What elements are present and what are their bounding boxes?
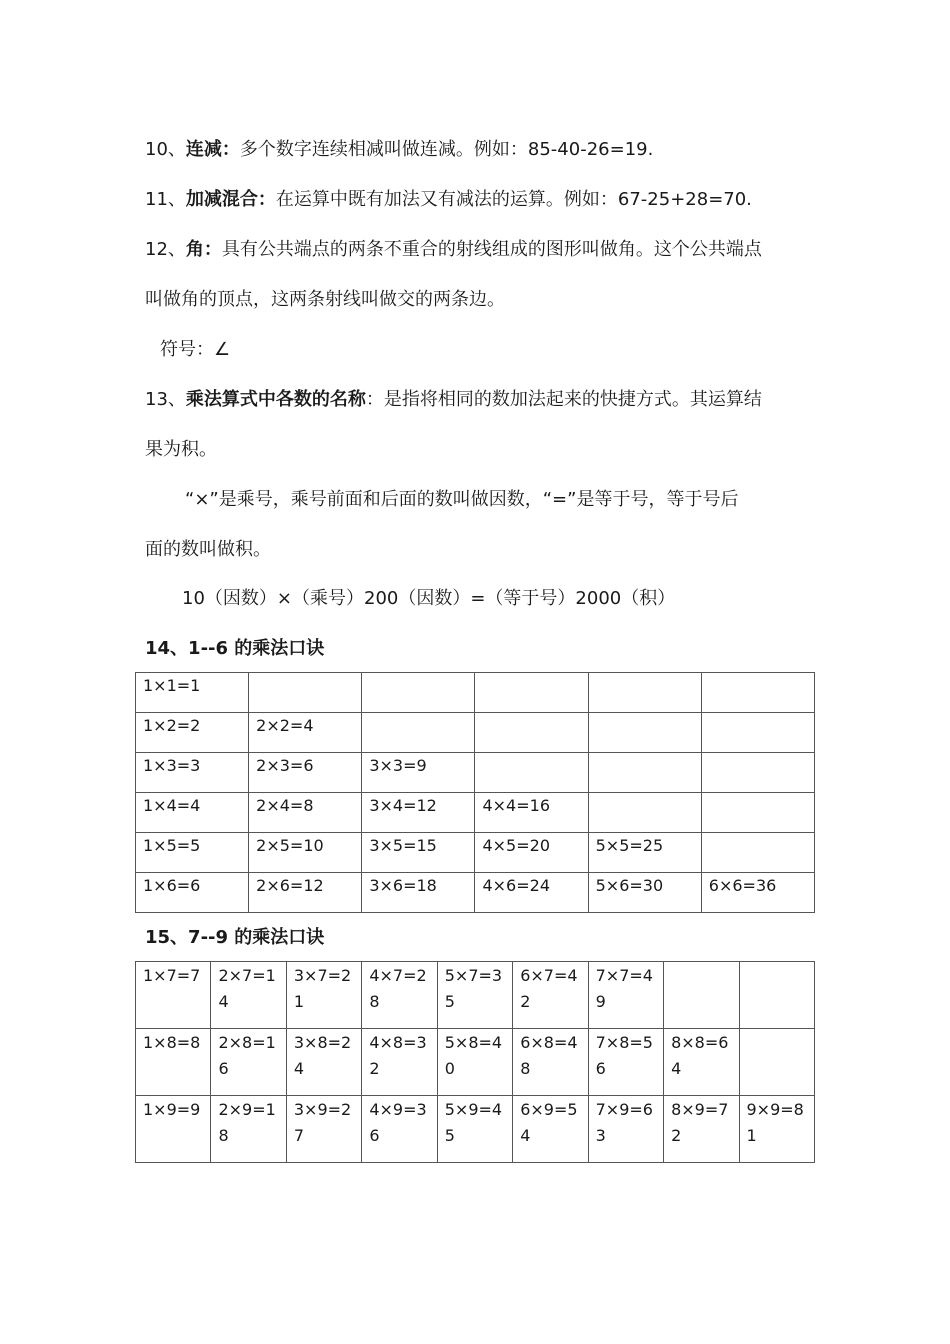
table-cell: 6×8=48 (513, 1029, 588, 1096)
table-cell (588, 713, 701, 753)
table-row (136, 1096, 815, 1163)
table-cell: 3×5=15 (362, 833, 475, 873)
table-cell: 4×5=20 (475, 833, 588, 873)
table-cell: 1×6=6 (136, 873, 249, 913)
definition: ：是指将相同的数加法起来的快捷方式。其运算结 (365, 389, 762, 410)
table-cell: 2×5=10 (249, 833, 362, 873)
table-row (136, 873, 815, 913)
table-cell: 4×7=28 (362, 962, 437, 1029)
table-cell (362, 713, 475, 753)
table-cell: 1×3=3 (136, 753, 249, 793)
angle-symbol: 符号：∠ (160, 339, 231, 360)
table-cell: 4×6=24 (475, 873, 588, 913)
table-cell: 1×1=1 (136, 673, 249, 713)
multiplication-table-1-6 (135, 672, 815, 913)
table-cell: 3×7=21 (286, 962, 361, 1029)
term: 加减混合： (185, 189, 276, 210)
definition: 具有公共端点的两条不重合的射线组成的图形叫做角。这个公共端点 (221, 239, 762, 260)
table-cell: 7×7=49 (588, 962, 663, 1029)
item-number: 11、 (145, 189, 186, 210)
item-10 (145, 138, 653, 162)
table-cell (739, 962, 815, 1029)
table-cell: 4×4=16 (475, 793, 588, 833)
table-cell: 6×9=54 (513, 1096, 588, 1163)
table-cell: 3×3=9 (362, 753, 475, 793)
table-cell (664, 962, 739, 1029)
table-cell: 2×4=8 (249, 793, 362, 833)
table-cell (588, 753, 701, 793)
table-cell: 8×9=72 (664, 1096, 739, 1163)
multiplication-explanation-continuation: 面的数叫做积。 (145, 539, 271, 560)
table-cell (362, 673, 475, 713)
table-row (136, 1029, 815, 1096)
table-cell (701, 833, 814, 873)
table-cell (588, 673, 701, 713)
table-cell: 4×8=32 (362, 1029, 437, 1096)
item-12-continuation: 叫做角的顶点，这两条射线叫做交的两条边。 (145, 289, 505, 310)
item-number: 10、 (145, 139, 186, 160)
table-cell: 2×2=4 (249, 713, 362, 753)
table-row (136, 673, 815, 713)
table-cell (701, 753, 814, 793)
term: 连减： (185, 139, 240, 160)
table-cell: 2×3=6 (249, 753, 362, 793)
table-row (136, 962, 815, 1029)
table-cell: 1×8=8 (136, 1029, 211, 1096)
term: 角： (185, 239, 222, 260)
item-13 (145, 388, 762, 412)
table2-title: 15、7--9 的乘法口诀 (145, 927, 325, 948)
table-cell: 8×8=64 (664, 1029, 739, 1096)
table-cell: 5×8=40 (437, 1029, 512, 1096)
table-cell: 6×6=36 (701, 873, 814, 913)
table-cell (701, 673, 814, 713)
table-cell: 3×8=24 (286, 1029, 361, 1096)
item-13-continuation: 果为积。 (145, 439, 217, 460)
term: 乘法算式中各数的名称 (185, 389, 366, 410)
table-cell: 2×8=16 (211, 1029, 286, 1096)
table-row (136, 793, 815, 833)
table-cell (701, 793, 814, 833)
table-cell (475, 713, 588, 753)
table-cell: 1×9=9 (136, 1096, 211, 1163)
table-cell (249, 673, 362, 713)
table-cell: 5×9=45 (437, 1096, 512, 1163)
item-number: 13、 (145, 389, 186, 410)
multiplication-table-7-9 (135, 961, 815, 1163)
item-11 (145, 188, 752, 212)
table-cell: 5×6=30 (588, 873, 701, 913)
definition: 多个数字连续相减叫做连减。例如：85-40-26=19. (239, 139, 654, 160)
table-cell: 2×6=12 (249, 873, 362, 913)
table-cell: 3×6=18 (362, 873, 475, 913)
table-cell (739, 1029, 815, 1096)
table-cell: 5×5=25 (588, 833, 701, 873)
table-cell (475, 753, 588, 793)
definition: 在运算中既有加法又有减法的运算。例如：67-25+28=70. (275, 189, 752, 210)
table-cell: 5×7=35 (437, 962, 512, 1029)
table-cell: 1×2=2 (136, 713, 249, 753)
item-12 (145, 238, 762, 262)
table-cell: 6×7=42 (513, 962, 588, 1029)
multiplication-explanation: “×”是乘号，乘号前面和后面的数叫做因数，“=”是等于号，等于号后 (185, 489, 739, 510)
table-cell: 1×5=5 (136, 833, 249, 873)
table-cell: 9×9=81 (739, 1096, 815, 1163)
item-number: 12、 (145, 239, 186, 260)
table-cell (701, 713, 814, 753)
table-row (136, 753, 815, 793)
table-cell: 7×8=56 (588, 1029, 663, 1096)
table-row (136, 833, 815, 873)
table-cell: 3×9=27 (286, 1096, 361, 1163)
table-cell: 7×9=63 (588, 1096, 663, 1163)
table-cell: 4×9=36 (362, 1096, 437, 1163)
table-cell: 2×9=18 (211, 1096, 286, 1163)
table-cell (588, 793, 701, 833)
table-cell: 2×7=14 (211, 962, 286, 1029)
table-cell (475, 673, 588, 713)
table-cell: 3×4=12 (362, 793, 475, 833)
table1-title: 14、1--6 的乘法口诀 (145, 638, 325, 659)
table-cell: 1×4=4 (136, 793, 249, 833)
table-cell: 1×7=7 (136, 962, 211, 1029)
table-row (136, 713, 815, 753)
multiplication-example: 10（因数）×（乘号）200（因数）=（等于号）2000（积） (182, 588, 676, 609)
